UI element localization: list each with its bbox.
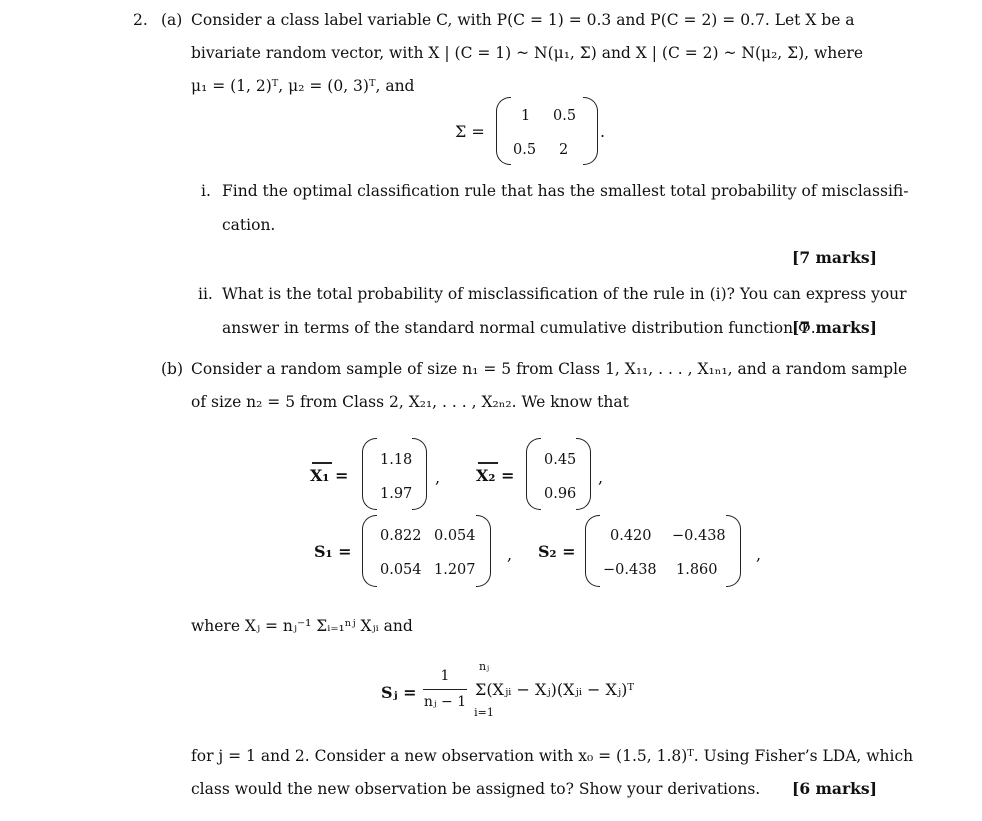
sj-frac-bar	[423, 689, 467, 690]
s1-cell-21: 0.054	[380, 562, 422, 578]
sj-lhs: Sⱼ =	[381, 683, 417, 702]
sub-i-line1: Find the optimal classification rule that has the smallest total probability of misclassifi-	[222, 182, 909, 200]
xbar1-label: X₁ =	[310, 466, 349, 485]
xbar2-left-paren	[526, 438, 541, 510]
question-number: 2.	[133, 11, 148, 29]
sub-ii-line1: What is the total probability of misclassification of the rule in (i)? You can express your	[222, 285, 907, 303]
s1-cell-22: 1.207	[434, 562, 476, 578]
xbar2-label: X₂ =	[476, 466, 515, 485]
part-b-final-line1: for j = 1 and 2. Consider a new observation with x₀ = (1.5, 1.8)ᵀ. Using Fisher’s LDA, which	[191, 747, 914, 765]
sub-ii-label: ii.	[198, 285, 213, 303]
part-b-marks: [6 marks]	[792, 779, 877, 798]
xbar2-trail: ,	[598, 468, 604, 487]
s2-cell-21: −0.438	[603, 562, 657, 578]
part-a-label: (a)	[161, 11, 183, 29]
xbar2-right-paren	[576, 438, 591, 510]
sub-ii-line2: answer in terms of the standard normal cumulative distribution function Φ.	[222, 319, 816, 337]
sj-frac-num: 1	[440, 668, 450, 684]
part-b-line1: Consider a random sample of size n₁ = 5 from Class 1, X₁₁, . . . , X₁ₙ₁, and a random sample	[191, 360, 908, 378]
s2-left-paren	[585, 515, 600, 587]
part-b-line2: of size n₂ = 5 from Class 2, X₂₁, . . . , X₂ₙ₂. We know that	[191, 393, 629, 411]
xbar1-trail: ,	[435, 468, 441, 487]
sj-body: Σ(Xⱼᵢ − Xⱼ)(Xⱼᵢ − Xⱼ)ᵀ	[475, 680, 635, 699]
sigma-cell-22: 2	[559, 142, 569, 158]
sj-sum-bottom: i=1	[474, 706, 494, 719]
xbar2-cell-1: 0.45	[544, 452, 577, 468]
xbar1-cell-2: 1.97	[380, 486, 413, 502]
s2-cell-11: 0.420	[610, 528, 652, 544]
sigma-left-paren	[496, 97, 511, 165]
xbar2-cell-2: 0.96	[544, 486, 577, 502]
part-a-intro-line3: μ₁ = (1, 2)ᵀ, μ₂ = (0, 3)ᵀ, and	[191, 77, 415, 95]
xbar2-overline	[478, 462, 498, 464]
xbar1-overline	[312, 462, 332, 464]
sub-i-line2: cation.	[222, 216, 276, 234]
s1-trail: ,	[507, 545, 513, 564]
xbar1-left-paren	[362, 438, 377, 510]
s1-cell-11: 0.822	[380, 528, 422, 544]
sub-i-marks: [7 marks]	[792, 248, 877, 267]
sigma-right-paren	[583, 97, 598, 165]
sigma-cell-21: 0.5	[513, 142, 537, 158]
xbar1-right-paren	[412, 438, 427, 510]
sub-i-label: i.	[201, 182, 211, 200]
sj-frac-den: nⱼ − 1	[423, 694, 467, 710]
sj-sum-top: nⱼ	[479, 660, 489, 673]
s1-right-paren	[476, 515, 491, 587]
s2-trail: ,	[756, 545, 762, 564]
sigma-trail: .	[600, 122, 606, 141]
s2-right-paren	[726, 515, 741, 587]
sigma-cell-11: 1	[521, 108, 531, 124]
sub-ii-marks: [7 marks]	[792, 318, 877, 337]
where-line: where Xⱼ = nⱼ⁻¹ Σᵢ₌₁ⁿʲ Xⱼᵢ and	[191, 617, 413, 635]
part-a-intro-line1: Consider a class label variable C, with P(C = 1) = 0.3 and P(C = 2) = 0.7. Let X be a	[191, 11, 855, 29]
sigma-cell-12: 0.5	[553, 108, 577, 124]
s2-label: S₂ =	[538, 542, 576, 561]
s2-cell-22: 1.860	[676, 562, 718, 578]
s2-cell-12: −0.438	[672, 528, 726, 544]
s1-label: S₁ =	[314, 542, 352, 561]
part-b-label: (b)	[161, 360, 184, 378]
s1-left-paren	[362, 515, 377, 587]
xbar1-cell-1: 1.18	[380, 452, 413, 468]
s1-cell-12: 0.054	[434, 528, 476, 544]
part-a-intro-line2: bivariate random vector, with X | (C = 1) ~ N(μ₁, Σ) and X | (C = 2) ~ N(μ₂, Σ), where	[191, 44, 864, 62]
sigma-label: Σ =	[455, 122, 485, 141]
part-b-final-line2: class would the new observation be assigned to? Show your derivations.	[191, 780, 761, 798]
